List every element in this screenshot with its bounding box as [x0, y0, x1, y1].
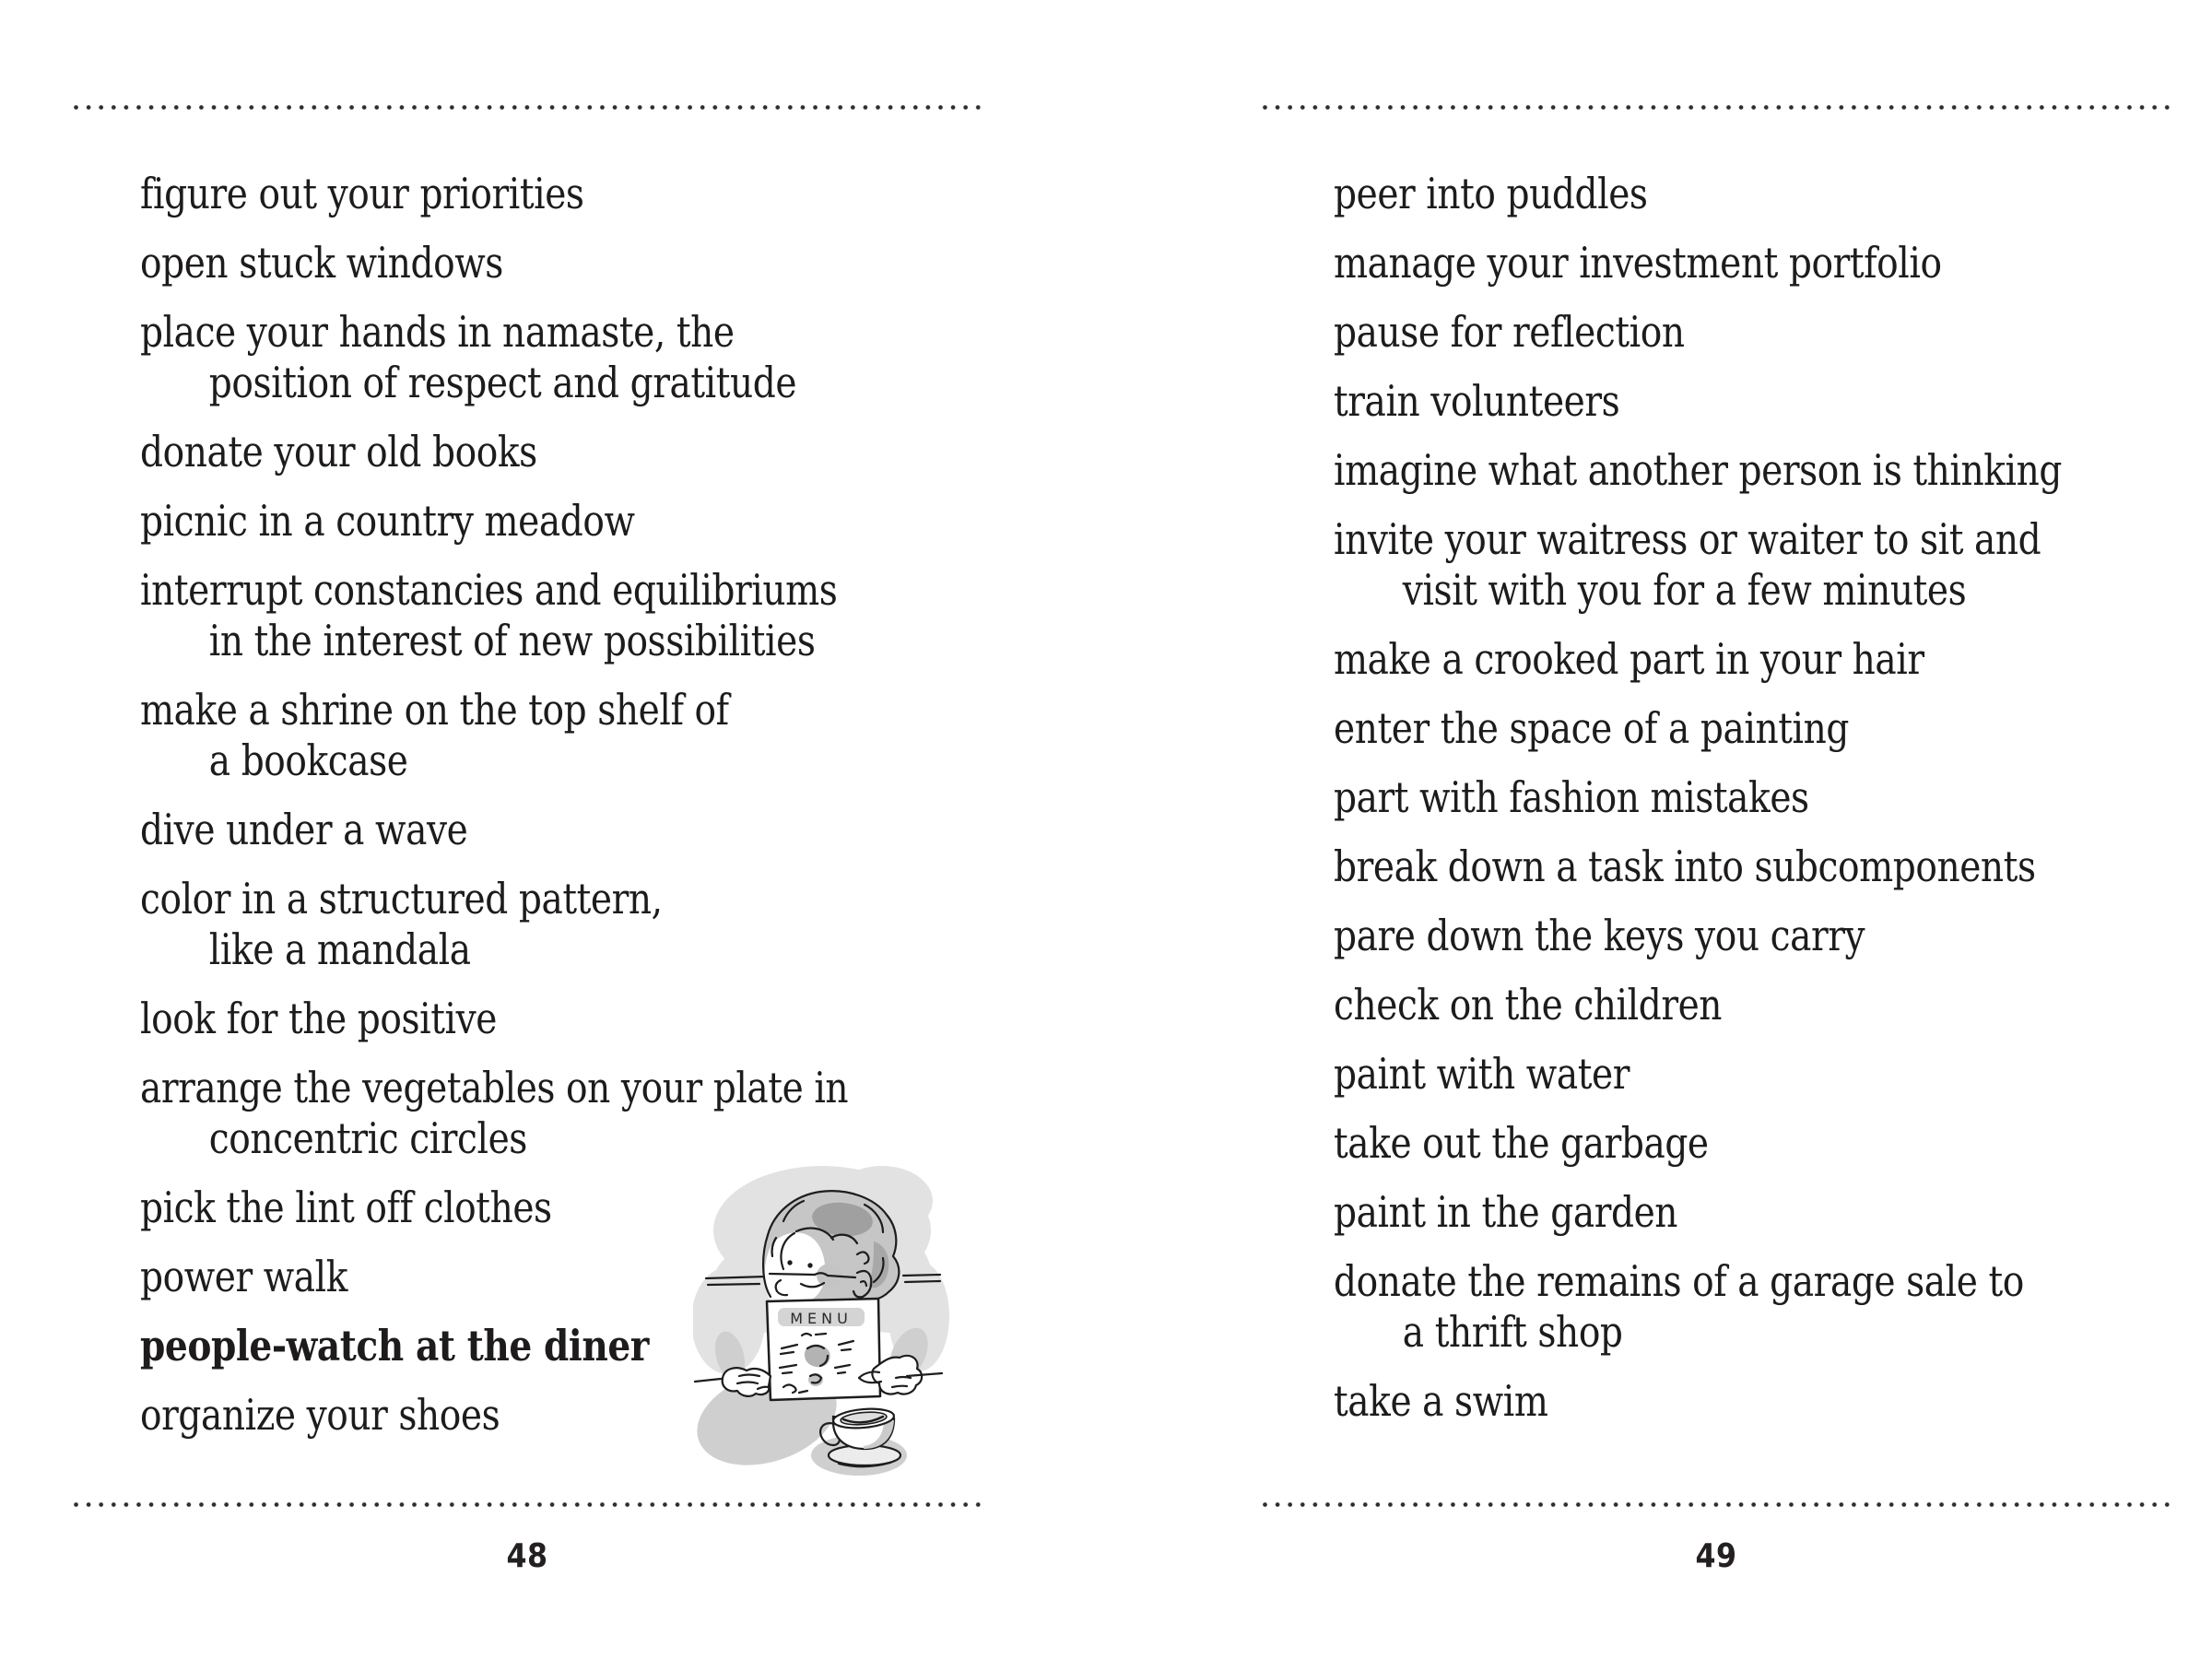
- diner-illustration-svg: [693, 1146, 955, 1509]
- activity-line: dive under a wave: [140, 805, 468, 854]
- list-item: [1334, 307, 2157, 358]
- activity-line: train volunteers: [1334, 376, 1620, 426]
- activity-line: interrupt constancies and equilibriums: [140, 565, 838, 615]
- list-item: [1334, 376, 2157, 427]
- activity-line: enter the space of a painting: [1334, 703, 1849, 753]
- activity-line: donate your old books: [140, 427, 537, 477]
- list-item: [140, 238, 963, 288]
- list-item: [1334, 1049, 2157, 1100]
- list-item: [1334, 445, 2157, 496]
- list-item: [140, 565, 963, 666]
- list-item: [140, 307, 963, 408]
- right-eye: [807, 1263, 812, 1267]
- activity-line: invite your waitress or waiter to sit and: [1334, 514, 2041, 564]
- activity-line: picnic in a country meadow: [140, 496, 635, 546]
- menu-label: MENU: [790, 1310, 853, 1327]
- page-right-bottom-rule: [1263, 1502, 2171, 1507]
- activity-line: paint with water: [1334, 1049, 1630, 1099]
- activity-line: look for the positive: [140, 994, 497, 1043]
- list-item: [140, 685, 963, 786]
- activity-line: people-watch at the diner: [140, 1321, 649, 1371]
- list-item: [1334, 980, 2157, 1030]
- activity-line: organize your shoes: [140, 1390, 500, 1440]
- activity-line: pick the lint off clothes: [140, 1182, 552, 1232]
- list-item: [1334, 169, 2157, 219]
- activity-line: check on the children: [1334, 980, 1723, 1030]
- diner-illustration: [693, 1146, 955, 1509]
- activity-line: part with fashion mistakes: [1334, 772, 1809, 822]
- coffee-cup: [820, 1406, 900, 1466]
- activity-line: concentric circles: [208, 1113, 527, 1163]
- activity-line: in the interest of new possibilities: [208, 616, 816, 665]
- activity-line: arrange the vegetables on your plate in: [140, 1063, 849, 1112]
- list-item: [1334, 1256, 2157, 1358]
- list-item: [140, 427, 963, 477]
- activity-line: open stuck windows: [140, 238, 503, 288]
- activity-line: color in a structured pattern,: [140, 874, 663, 924]
- activity-line: pause for reflection: [1334, 307, 1685, 357]
- page-number-right: 49: [1695, 1537, 1737, 1575]
- list-item: [140, 169, 963, 219]
- activity-line: make a shrine on the top shelf of: [140, 685, 729, 735]
- list-item: [1334, 772, 2157, 823]
- list-item: [140, 805, 963, 855]
- activity-line: take out the garbage: [1334, 1118, 1709, 1168]
- activity-line: imagine what another person is thinking: [1334, 445, 2062, 495]
- activity-line: power walk: [140, 1252, 348, 1301]
- activity-line: place your hands in namaste, the: [140, 307, 735, 357]
- list-item: [1334, 514, 2157, 616]
- menu-card: [767, 1299, 880, 1400]
- list-item: [1334, 911, 2157, 961]
- activity-line: pare down the keys you carry: [1334, 911, 1865, 960]
- page-number-left: 48: [506, 1537, 548, 1575]
- activity-line: a bookcase: [208, 735, 408, 785]
- list-item: [1334, 1376, 2157, 1427]
- activity-line: take a swim: [1334, 1376, 1548, 1426]
- activity-line: donate the remains of a garage sale to: [1334, 1256, 2024, 1306]
- activity-line: peer into puddles: [1334, 169, 1648, 218]
- list-item: [1334, 1118, 2157, 1169]
- list-item: [140, 874, 963, 975]
- activity-line: visit with you for a few minutes: [1402, 565, 1967, 615]
- list-item: [140, 994, 963, 1044]
- activity-list-right: [1334, 169, 2212, 1445]
- page-left-top-rule: [74, 105, 981, 110]
- activity-line: break down a task into subcomponents: [1334, 841, 2036, 891]
- list-item: [1334, 703, 2157, 754]
- list-item: [1334, 1187, 2157, 1238]
- activity-line: a thrift shop: [1402, 1307, 1623, 1357]
- activity-line: paint in the garden: [1334, 1187, 1678, 1237]
- activity-line: like a mandala: [208, 924, 471, 974]
- activity-list-left: [140, 169, 1108, 1459]
- list-item: [140, 496, 963, 547]
- activity-line: manage your investment portfolio: [1334, 238, 1942, 288]
- activity-line: figure out your priorities: [140, 169, 584, 218]
- activity-line: make a crooked part in your hair: [1334, 634, 1924, 684]
- activity-line: position of respect and gratitude: [208, 358, 797, 407]
- person: [763, 1191, 899, 1304]
- page-right-top-rule: [1263, 105, 2171, 110]
- list-item: [1334, 634, 2157, 685]
- left-eye: [787, 1260, 792, 1265]
- list-item: [1334, 841, 2157, 892]
- list-item: [1334, 238, 2157, 288]
